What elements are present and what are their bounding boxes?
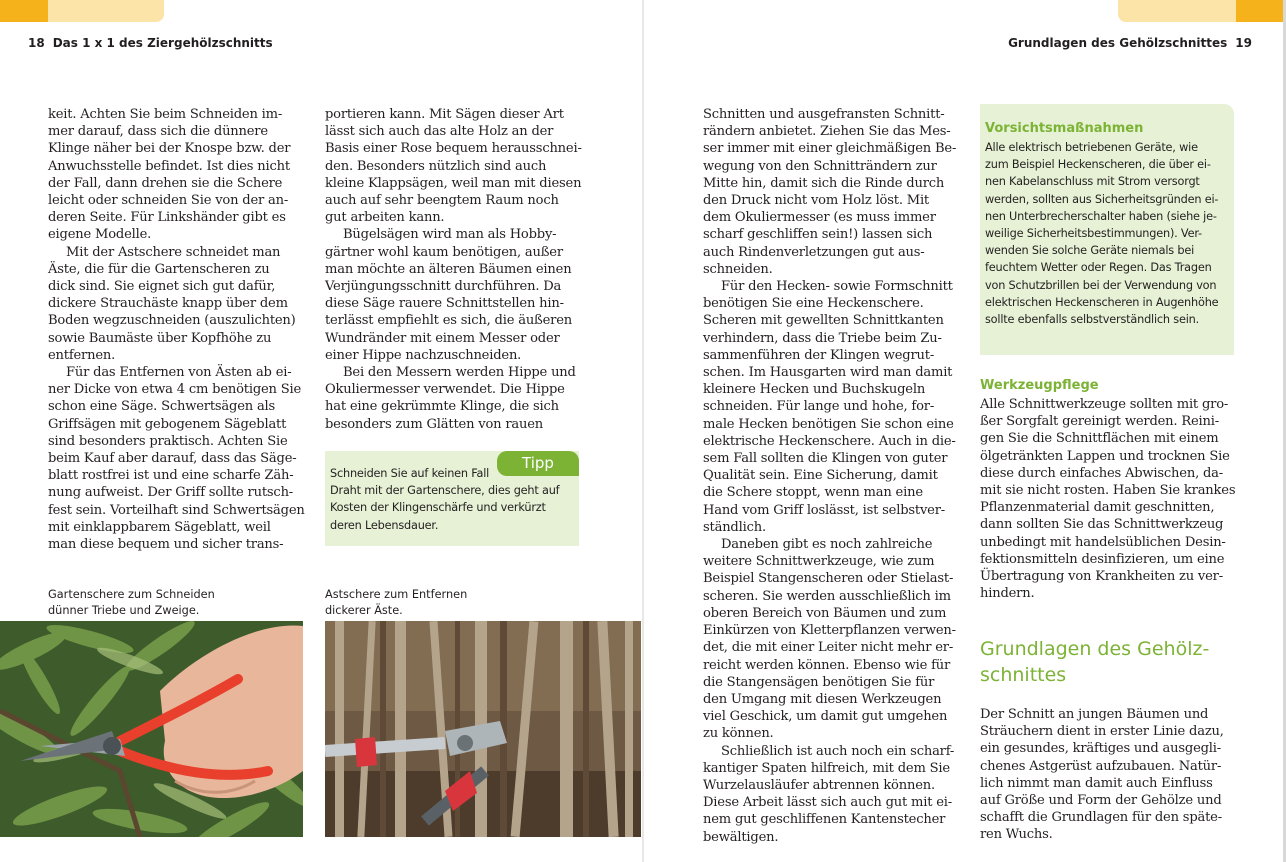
text-line: elektrische Heckenschere. Auch in die- <box>703 433 956 449</box>
text-line: besonders zum Glätten von rauen <box>325 416 544 432</box>
page-tab-right-light <box>1118 0 1236 22</box>
text-line: beim Kauf aber darauf, dass das Säge- <box>48 451 297 467</box>
text-column-3 <box>703 106 956 846</box>
loppers-image <box>325 621 641 837</box>
text-line: ser immer mit einer gleichmäßigen Be- <box>703 141 957 157</box>
warning-line: nen Unterbrecherschalter haben (siehe je- <box>985 209 1217 223</box>
text-line: Boden wegzuschneiden (auszulichten) <box>48 313 296 329</box>
text-line: Übertragung von Krankheiten zu ver- <box>980 569 1223 585</box>
text-line: Beispiel Stangenscheren oder Stielast- <box>703 571 954 587</box>
page-tab-left-light <box>48 0 164 22</box>
text-line: chenes Astgerüst aufzubauen. Natür- <box>980 758 1222 774</box>
text-line: schneiden. <box>703 261 773 277</box>
warning-line: werden, sollten aus Sicherheitsgründen ei- <box>985 192 1219 206</box>
text-line: verhindern, dass die Triebe beim Zu- <box>703 330 942 346</box>
text-line: schon eine Säge. Schwertsägen als <box>48 399 276 415</box>
text-line: Anwuchsstelle befindet. Ist dies nicht <box>48 158 290 174</box>
right-page-title: Grundlagen des Gehölzschnittes <box>1008 36 1228 50</box>
text-line: gen Sie die Schnittflächen mit einem <box>980 431 1219 447</box>
text-line: fektionsmitteln desinfizieren, um eine <box>980 551 1225 567</box>
text-line: kleinere Hecken und Buchskugeln <box>703 382 926 398</box>
text-line: die Schere stoppt, wenn man eine <box>703 485 923 501</box>
text-line: Schließlich ist auch noch ein scharf- <box>721 743 955 759</box>
text-line: dem Okuliermesser (es muss immer <box>703 210 936 226</box>
text-line: Diese Arbeit lässt sich auch gut mit ei- <box>703 795 953 811</box>
text-line: sind besonders praktisch. Achten Sie <box>48 433 288 449</box>
text-line: ölgetränkten Lappen und trocknen Sie <box>980 448 1230 464</box>
text-column-1 <box>48 106 305 553</box>
text-line: Daneben gibt es noch zahlreiche <box>721 537 933 553</box>
text-line: Mitte hin, damit sich die Rinde durch <box>703 175 945 191</box>
right-page-header <box>1008 36 1252 50</box>
text-line: lich nimmt man damit auch Einfluss <box>980 775 1213 791</box>
text-line: deren Seite. Für Linkshänder gibt es <box>48 210 286 226</box>
photo-caption-left <box>48 587 215 619</box>
text-line: Scheren mit gewellten Schnittkanten <box>703 313 944 329</box>
text-line: nem gut geschliffenen Kantenstecher <box>703 812 946 828</box>
tipp-badge: Tipp <box>497 451 579 476</box>
text-line: Äste, die für die Gartenscheren zu <box>48 261 270 277</box>
warning-line: nen Kabelanschluss mit Strom versorgt <box>985 175 1200 189</box>
text-line: leicht oder schneiden Sie von der an- <box>48 193 289 209</box>
text-line: terlässt empfiehlt es sich, die äußeren <box>325 313 572 329</box>
text-line: ständlich. <box>703 519 766 535</box>
text-line: det, die mit einer Leiter nicht mehr er- <box>703 640 954 656</box>
text-line: hat eine gekrümmte Klinge, die sich <box>325 399 559 415</box>
text-line: die Stangensägen benötigen Sie für <box>703 674 935 690</box>
text-line: den Druck nicht vom Holz löst. Mit <box>703 193 929 209</box>
section-heading-line: Grundlagen des Gehölz- <box>980 638 1210 660</box>
text-line: unbedingt mit handelsüblichen Desin- <box>980 534 1226 550</box>
text-line: dickere Strauchäste knapp über dem <box>48 296 288 312</box>
text-line: auf Größe und Form der Gehölze und <box>980 793 1222 809</box>
text-line: dann sollten Sie das Schnittwerkzeug <box>980 517 1224 533</box>
care-text <box>980 396 1235 602</box>
text-line: scharf geschliffen sein!) lassen sich <box>703 227 933 243</box>
text-line: dick sind. Sie eignet sich gut dafür, <box>48 279 276 295</box>
text-line: lässt sich auch das alte Holz an der <box>325 124 554 140</box>
text-line: nung aufweist. Der Griff sollte rutsch- <box>48 485 294 501</box>
section-heading-line: schnittes <box>980 664 1067 686</box>
caption-line: Gartenschere zum Schneiden <box>48 588 215 601</box>
text-line: auch auf sehr beengtem Raum noch <box>325 193 559 209</box>
care-title: Werkzeugpflege <box>980 378 1099 393</box>
text-line: Basis einer Rose bequem herausschnei- <box>325 141 582 157</box>
text-line: mit einklappbarem Sägeblatt, weil <box>48 519 271 535</box>
text-line: ren Wuchs. <box>980 827 1053 843</box>
text-line: blatt rostfrei ist und eine scharfe Zäh- <box>48 468 294 484</box>
text-line: keit. Achten Sie beim Schneiden im- <box>48 107 283 122</box>
text-line: entfernen. <box>48 347 116 363</box>
text-line: bewältigen. <box>703 829 779 845</box>
text-line: mit sie nicht rosten. Haben Sie krankes <box>980 483 1236 499</box>
text-line: Klinge näher bei der Knospe bzw. der <box>48 141 291 157</box>
text-line: Hand vom Griff loslässt, ist selbstver- <box>703 502 946 518</box>
warning-line: von Schutzbrillen bei der Verwendung von <box>985 278 1217 292</box>
text-line: diese Säge rauere Schnittstellen hin- <box>325 296 564 312</box>
warning-line: Alle elektrisch betriebenen Geräte, wie <box>985 141 1198 154</box>
section-heading <box>980 636 1209 688</box>
warning-line: feuchtem Wetter oder Regen. Das Tragen <box>985 261 1212 275</box>
left-page-number: 18 <box>28 36 45 50</box>
page-tab-left-dark <box>0 0 48 22</box>
text-line: Für den Hecken- sowie Formschnitt <box>721 279 953 295</box>
text-line: diese durch einfaches Abwischen, da- <box>980 465 1224 481</box>
warning-line: elektrischen Heckenscheren in Augenhöhe <box>985 295 1219 309</box>
page-gutter <box>642 0 644 862</box>
text-line: male Hecken benötigen Sie schon eine <box>703 416 954 432</box>
text-line: wegung von den Schnitträndern zur <box>703 158 937 174</box>
section-text <box>980 706 1224 844</box>
text-line: gut arbeiten kann. <box>325 210 445 226</box>
text-line: Wundränder mit einem Messer oder <box>325 330 560 346</box>
text-line: einer Hippe nachzuschneiden. <box>325 347 522 363</box>
text-line: Für das Entfernen von Ästen ab ei- <box>66 365 292 381</box>
text-line: ßer Sorgfalt gereinigt werden. Reini- <box>980 414 1219 430</box>
text-line: schneiden. Für lange und hohe, for- <box>703 399 935 415</box>
text-line: viel Geschick, um damit gut umgehen <box>703 709 948 725</box>
tipp-line: Schneiden Sie auf keinen Fall <box>330 467 490 480</box>
text-line: Qualität sein. Eine Sicherung, damit <box>703 468 938 484</box>
text-line: kantiger Spaten hilfreich, mit dem Sie <box>703 760 950 776</box>
text-line: Verjüngungsschnitt durchführen. Da <box>325 279 562 295</box>
page-tab-right-dark <box>1236 0 1286 22</box>
tipp-line: Kosten der Klingenschärfe und verkürzt <box>330 501 546 515</box>
text-line: benötigen Sie eine Heckenschere. <box>703 296 924 312</box>
text-line: Griffsägen mit gebogenem Sägeblatt <box>48 416 287 432</box>
text-line: man möchte an älteren Bäumen einen <box>325 261 572 277</box>
warning-title: Vorsichtsmaßnahmen <box>985 121 1144 136</box>
text-line: sowie Baumäste über Kopfhöhe zu <box>48 330 272 346</box>
photo-caption-right <box>325 587 467 619</box>
text-line: Alle Schnittwerkzeuge sollten mit gro- <box>980 397 1229 412</box>
text-line: schen. Im Hausgarten wird man damit <box>703 365 953 381</box>
text-line: ein gesundes, kräftiges und ausgegli- <box>980 741 1222 757</box>
text-line: zu können. <box>703 726 774 742</box>
text-line: reicht werden können. Ebenso wie für <box>703 657 951 673</box>
text-line: hindern. <box>980 586 1035 602</box>
warning-text <box>985 139 1218 328</box>
text-line: sammenführen der Klingen wegrut- <box>703 347 935 363</box>
text-line: Wurzelausläufer abtrennen können. <box>703 777 935 793</box>
text-line: scheren. Sie werden ausschließlich im <box>703 588 951 604</box>
text-line: fest sein. Vorteilhaft sind Schwertsägen <box>48 502 305 518</box>
text-line: der Fall, dann drehen sie die Schere <box>48 175 283 191</box>
text-line: weitere Schnittwerkzeuge, wie zum <box>703 554 935 570</box>
text-line: Bei den Messern werden Hippe und <box>343 365 576 381</box>
warning-line: weilige Sicherheitsbestimmungen). Ver- <box>985 227 1202 241</box>
text-line: Sträuchern dient in erster Linie dazu, <box>980 724 1224 740</box>
left-page-title: Das 1 x 1 des Ziergehölzschnitts <box>52 36 273 50</box>
text-line: Bügelsägen wird man als Hobby- <box>343 227 557 243</box>
caption-line: Astschere zum Entfernen <box>325 588 468 601</box>
text-line: den. Besonders nützlich sind auch <box>325 158 547 174</box>
text-line: Der Schnitt an jungen Bäumen und <box>980 707 1209 722</box>
text-line: portieren kann. Mit Sägen dieser Art <box>325 107 564 122</box>
text-line: Einkürzen von Kletterpflanzen verwen- <box>703 623 956 639</box>
text-line: Pflanzenmaterial damit geschnitten, <box>980 500 1215 516</box>
right-page-number: 19 <box>1235 36 1252 50</box>
text-line: eigene Modelle. <box>48 227 152 243</box>
text-line: gärtner wohl kaum benötigen, außer <box>325 244 563 260</box>
warning-line: sollte ebenfalls selbstverständlich sein. <box>985 313 1200 327</box>
left-page-header <box>28 36 273 50</box>
caption-line: dickerer Äste. <box>325 604 403 617</box>
text-line: Schnitten und ausgefransten Schnitt- <box>703 107 945 122</box>
text-line: schafft die Grundlagen für den späte- <box>980 810 1222 826</box>
tipp-line: deren Lebensdauer. <box>330 518 439 532</box>
pruning-shears-image <box>0 621 303 837</box>
warning-line: wenden Sie solche Geräte niemals bei <box>985 244 1195 258</box>
caption-line: dünner Triebe und Zweige. <box>48 604 200 617</box>
warning-line: zum Beispiel Heckenscheren, die über ei- <box>985 158 1211 172</box>
text-line: oberen Bereich von Bäumen und zum <box>703 605 947 621</box>
text-line: Okuliermesser verwendet. Die Hippe <box>325 382 565 398</box>
text-line: mer darauf, dass sich die dünnere <box>48 124 268 140</box>
tipp-line: Draht mit der Gartenschere, dies geht auf <box>330 484 560 498</box>
text-line: rändern anbietet. Ziehen Sie das Mes- <box>703 124 951 140</box>
text-line: sem Fall sollten die Klingen von guter <box>703 451 948 467</box>
text-line: auch Rindenverletzungen gut aus- <box>703 244 925 260</box>
text-column-2 <box>325 106 582 433</box>
text-line: den Umgang mit diesen Werkzeugen <box>703 691 942 707</box>
text-line: kleine Klappsägen, weil man mit diesen <box>325 175 582 191</box>
tipp-text <box>330 465 559 534</box>
text-line: Mit der Astschere schneidet man <box>66 244 281 260</box>
text-line: ner Dicke von etwa 4 cm benötigen Sie <box>48 382 302 398</box>
text-line: man diese bequem und sicher trans- <box>48 537 284 553</box>
photo-loppers <box>325 621 641 837</box>
photo-pruning-shears <box>0 621 303 837</box>
